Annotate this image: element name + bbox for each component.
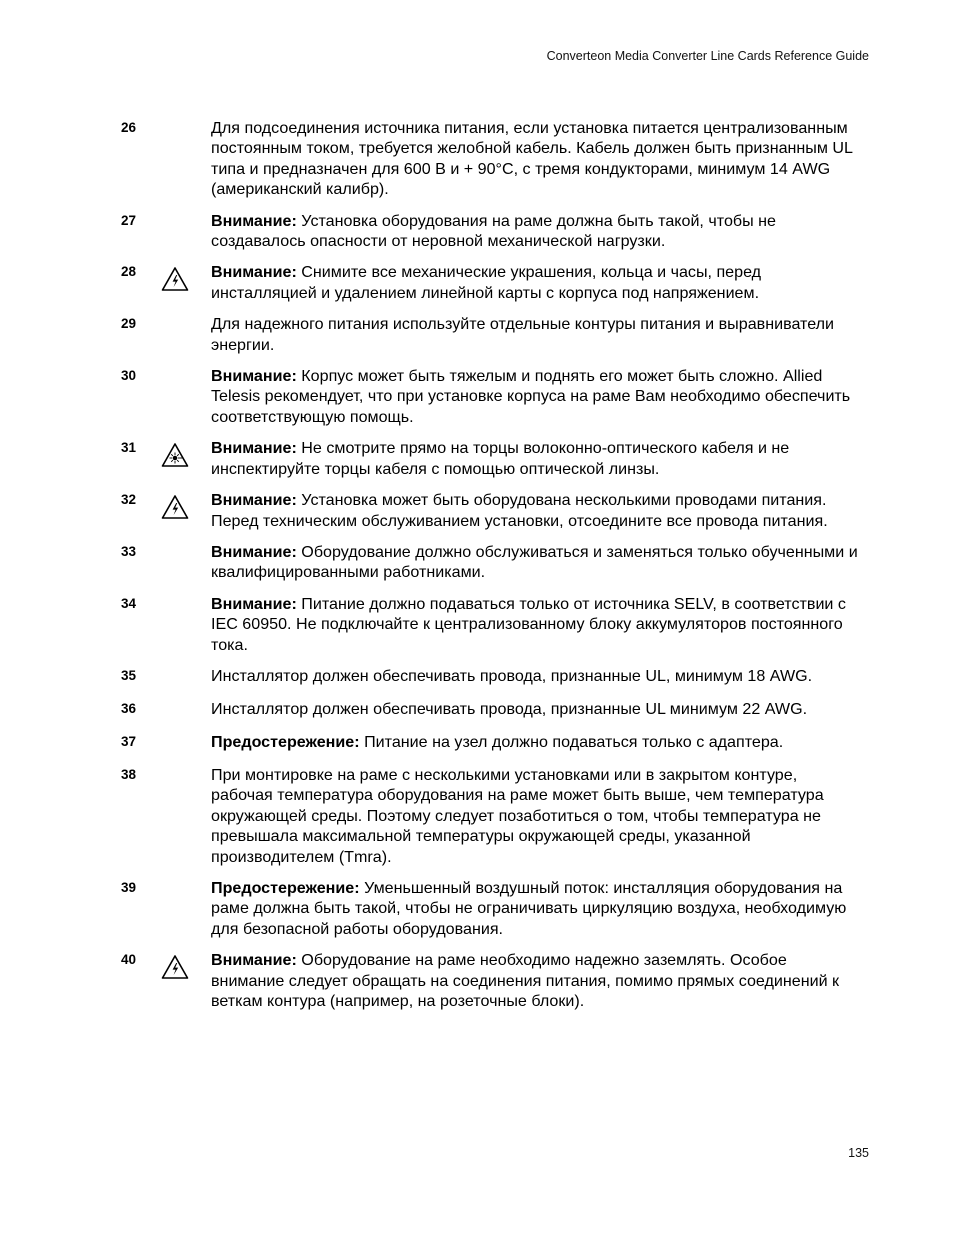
item-number: 31 [121, 440, 137, 456]
list-item [0, 542, 954, 583]
item-body: Питание на узел должно подаваться только с адаптера. [364, 732, 784, 751]
item-body: При монтировке на раме с несколькими установками или в закрытом контуре, рабочая температура оборудования на раме может быть выше, чем температура окружающей среды. Поэтому следует позаботиться о том, чтобы температура не превышала максимальной температуры окружающей среды, указанной производителем (Tmra). [211, 765, 824, 866]
item-body: Оборудование должно обслуживаться и заменяться только обученными и квалифицированными работниками. [211, 542, 858, 582]
warning-label: Внимание: [211, 367, 297, 386]
warning-label: Внимание: [211, 594, 297, 613]
item-body: Инсталлятор должен обеспечивать провода, признанные UL, минимум 18 AWG. [211, 666, 813, 685]
laser-hazard-icon [161, 442, 189, 468]
item-text [211, 699, 861, 719]
item-body: Инсталлятор должен обеспечивать провода, признанные UL минимум 22 AWG. [211, 699, 808, 718]
item-number: 37 [121, 733, 137, 749]
warning-label: Внимание: [211, 542, 297, 561]
item-text [211, 878, 861, 939]
item-number: 32 [121, 492, 137, 508]
warning-label: Внимание: [211, 439, 297, 458]
warning-list [0, 118, 954, 1022]
page-number: 135 [848, 1146, 869, 1160]
item-body: Для надежного питания используйте отдельные контуры питания и выравниватели энергии. [211, 315, 835, 354]
list-item [0, 490, 954, 531]
list-item [0, 699, 954, 721]
list-item [0, 314, 954, 355]
item-number: 30 [121, 368, 137, 384]
item-body: Не смотрите прямо на торцы волоконно-оптического кабеля и не инспектируйте торцы кабеля с помощью оптической линзы. [211, 439, 790, 478]
item-number: 27 [121, 212, 137, 228]
item-body: Установка может быть оборудована несколькими проводами питания. Перед техническим обслуживанием установки, отсоедините все провода питания. [211, 491, 828, 530]
item-text [211, 314, 861, 355]
list-item [0, 262, 954, 303]
item-body: Уменьшенный воздушный поток: инсталляция оборудования на раме должна быть такой, чтобы не ограничивать циркуляцию воздуха, необходимую для безопасной работы оборудования. [211, 878, 847, 938]
list-item [0, 211, 954, 252]
item-body: Для подсоединения источника питания, если установка питается централизованным постоянным током, требуется желобной кабель. Кабель должен быть признанным UL типа и предназначен для 600 В и + 90°C, с тремя кондукторами, минимум 14 AWG (американский калибр). [211, 119, 853, 199]
list-item [0, 732, 954, 754]
list-item [0, 878, 954, 939]
warning-label: Предостережение: [211, 878, 360, 897]
item-number: 35 [121, 667, 137, 683]
list-item [0, 666, 954, 688]
item-number: 39 [121, 879, 137, 895]
list-item [0, 118, 954, 200]
item-number: 38 [121, 766, 137, 782]
item-body: Снимите все механические украшения, кольца и часы, перед инсталляцией и удалением линейной карты с корпуса под напряжением. [211, 263, 762, 302]
electrical-hazard-icon [161, 954, 189, 980]
warning-label: Внимание: [211, 263, 297, 282]
item-number: 26 [121, 120, 137, 135]
warning-label: Предостережение: [211, 732, 360, 751]
item-body: Корпус может быть тяжелым и поднять его может быть сложно. Allied Telesis рекомендует, что при установке корпуса на раме Вам необходимо обеспечить соответствующую помощь. [211, 367, 851, 426]
item-text [211, 118, 861, 200]
item-body: Оборудование на раме необходимо надежно заземлять. Особое внимание следует обращать на соединения питания, помимо прямых соединений к веткам контура (например, на розеточные блоки). [211, 951, 840, 1010]
electrical-hazard-icon [161, 494, 189, 520]
item-text [211, 262, 861, 303]
item-text [211, 438, 861, 479]
item-text [211, 765, 861, 867]
item-text [211, 490, 861, 531]
warning-label: Внимание: [211, 491, 297, 510]
item-number: 36 [121, 700, 137, 716]
item-text [211, 950, 861, 1011]
item-text [211, 211, 861, 252]
item-text [211, 732, 861, 752]
item-text [211, 594, 861, 655]
electrical-hazard-icon [161, 266, 189, 292]
list-item [0, 438, 954, 479]
warning-label: Внимание: [211, 211, 297, 230]
item-number: 33 [121, 543, 137, 559]
item-text [211, 366, 861, 427]
item-number: 34 [121, 595, 137, 611]
warning-label: Внимание: [211, 951, 297, 970]
item-text [211, 666, 861, 686]
item-number: 28 [121, 264, 137, 280]
item-body: Питание должно подаваться только от источника SELV, в соответствии с IEC 60950. Не подключайте к централизованному блоку аккумуляторов постоянного тока. [211, 594, 846, 654]
list-item [0, 594, 954, 655]
item-number: 40 [121, 952, 137, 968]
list-item [0, 366, 954, 427]
item-body: Установка оборудования на раме должна быть такой, чтобы не создавалось опасности от неровной механической нагрузки. [211, 211, 776, 251]
running-header: Converteon Media Converter Line Cards Reference Guide [546, 49, 869, 63]
list-item [0, 765, 954, 867]
list-item [0, 950, 954, 1011]
item-text [211, 542, 861, 583]
item-number: 29 [121, 316, 137, 332]
